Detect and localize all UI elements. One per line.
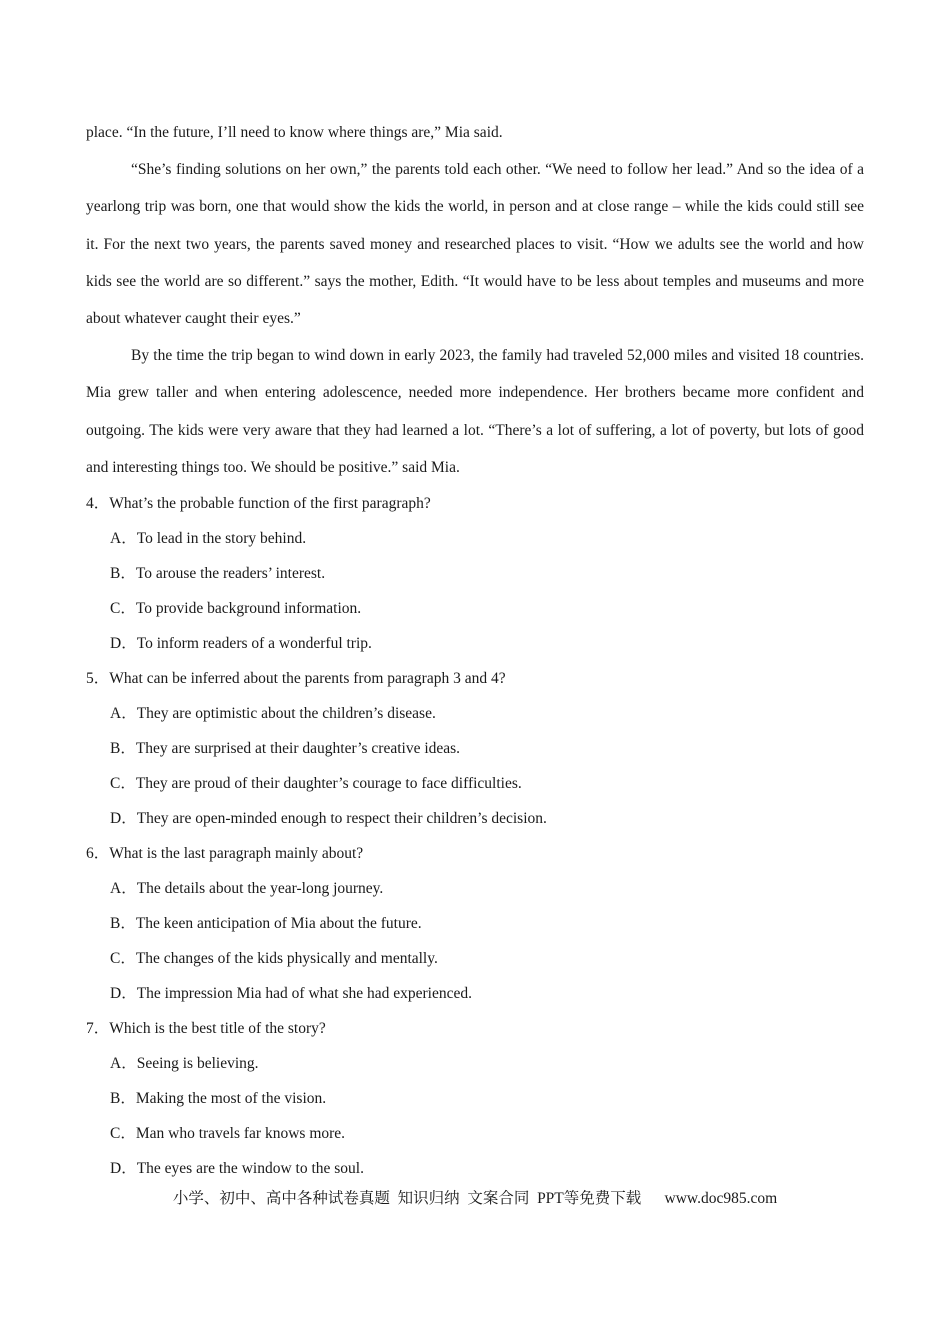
option-a: A．The details about the year-long journey. bbox=[110, 880, 384, 898]
option-d: D．To inform readers of a wonderful trip. bbox=[110, 635, 372, 653]
question-block-7 bbox=[86, 1011, 864, 1186]
option-c: C．Man who travels far knows more. bbox=[110, 1125, 346, 1143]
question-stem: 5．What can be inferred about the parents from paragraph 3 and 4? bbox=[86, 670, 506, 688]
option-b: B．Making the most of the vision. bbox=[110, 1090, 327, 1108]
option-list bbox=[86, 871, 864, 1011]
option-c: C．To provide background information. bbox=[110, 600, 362, 618]
option-a: A．They are optimistic about the children’s disease. bbox=[110, 705, 436, 723]
option-b: B．The keen anticipation of Mia about the future. bbox=[110, 915, 422, 933]
passage-paragraph: By the time the trip began to wind down in early 2023, the family had traveled 52,000 miles and visited 18 countries. Mia grew taller and when entering adolescence, needed more independence. Her brothers became more confident and outgoing. The kids were very aware that they had learned a lot. “There’s a lot of suffering, a lot of poverty, but lots of good and interesting things too. We should be positive.” said Mia. bbox=[86, 347, 864, 476]
page-footer bbox=[0, 1186, 950, 1208]
option-b: B．They are surprised at their daughter’s creative ideas. bbox=[110, 740, 461, 758]
option-d: D．The eyes are the window to the soul. bbox=[110, 1160, 364, 1178]
option-list bbox=[86, 521, 864, 661]
option-list bbox=[86, 1046, 864, 1186]
footer-url: www.doc985.com bbox=[664, 1190, 778, 1207]
option-c: C．The changes of the kids physically and mentally. bbox=[110, 950, 438, 968]
option-d: D．The impression Mia had of what she had experienced. bbox=[110, 985, 472, 1003]
option-c: C．They are proud of their daughter’s courage to face difficulties. bbox=[110, 775, 522, 793]
question-stem: 6．What is the last paragraph mainly about? bbox=[86, 845, 364, 863]
question-stem: 7．Which is the best title of the story? bbox=[86, 1020, 326, 1038]
option-list bbox=[86, 696, 864, 836]
option-a: A．To lead in the story behind. bbox=[110, 530, 307, 548]
question-stem: 4．What’s the probable function of the first paragraph? bbox=[86, 495, 431, 513]
question-block-4 bbox=[86, 486, 864, 661]
question-block-6 bbox=[86, 836, 864, 1011]
passage-paragraph: “She’s finding solutions on her own,” the parents told each other. “We need to follow her lead.” And so the idea of a yearlong trip was born, one that would show the kids the world, in person and at close range – while the kids could still see it. For the next two years, the parents saved money and researched places to visit. “How we adults see the world and how kids see the world are so different.” says the mother, Edith. “It would have to be less about temples and museums and more about whatever caught their eyes.” bbox=[86, 161, 864, 328]
option-d: D．They are open-minded enough to respect their children’s decision. bbox=[110, 810, 547, 828]
option-b: B．To arouse the readers’ interest. bbox=[110, 565, 326, 583]
document-page bbox=[86, 114, 864, 1186]
question-block-5 bbox=[86, 661, 864, 836]
passage-paragraph-continued: place. “In the future, I’ll need to know where things are,” Mia said. bbox=[86, 124, 503, 141]
option-a: A．Seeing is believing. bbox=[110, 1055, 259, 1073]
footer-text: 小学、初中、高中各种试卷真题 知识归纳 文案合同 PPT等免费下载 bbox=[172, 1190, 642, 1207]
